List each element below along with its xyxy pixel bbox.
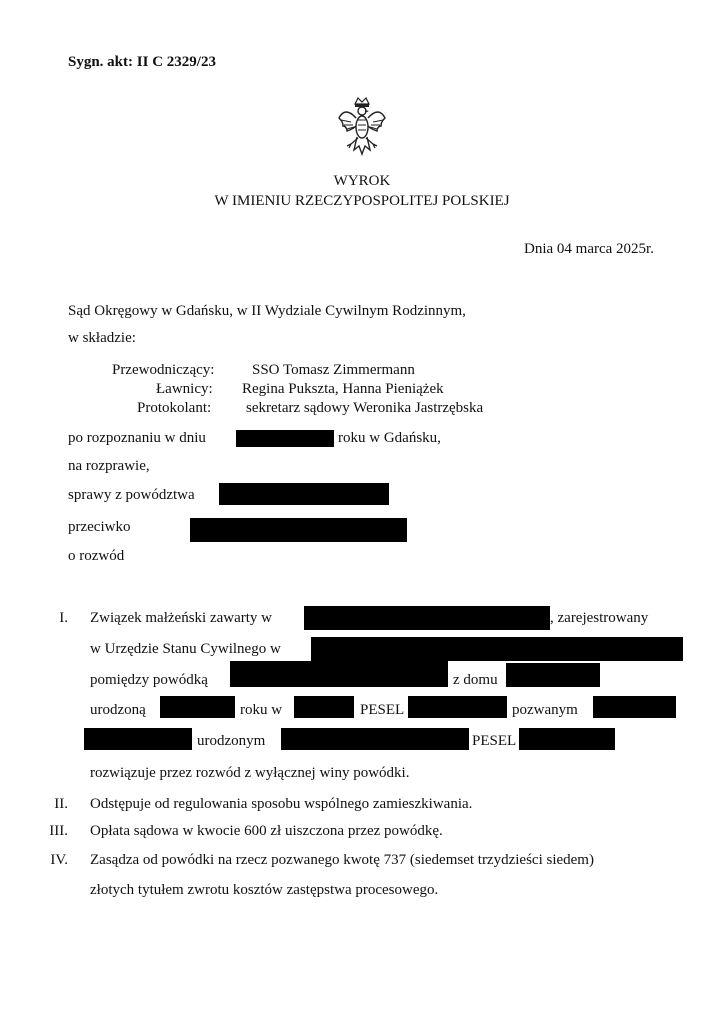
ruling-i-line4-b: roku w <box>240 702 283 718</box>
redacted-defendant-birth-details <box>281 728 469 750</box>
at-hearing-text: na rozprawie, <box>68 458 150 474</box>
judgment-date: Dnia 04 marca 2025r. <box>524 241 654 257</box>
case-number: Sygn. akt: II C 2329/23 <box>68 54 216 70</box>
ruling-i-line4-d: pozwanym <box>512 702 578 718</box>
ruling-ii-number: II. <box>54 796 68 812</box>
document-subtitle: W IMIENIU RZECZYPOSPOLITEJ POLSKIEJ <box>214 193 510 209</box>
ruling-i-line5-a: urodzonym <box>197 733 266 749</box>
court-name: Sąd Okręgowy w Gdańsku, w II Wydziale Cywilnym Rodzinnym, <box>68 303 466 319</box>
hearing-date-text: po rozpoznaniu w dniu <box>68 430 206 446</box>
lay-judges-label: Ławnicy: <box>156 381 213 397</box>
clerk-label: Protokolant: <box>137 400 212 416</box>
redacted-marriage-place <box>304 606 550 630</box>
ruling-iii-text: Opłata sądowa w kwocie 600 zł uiszczona przez powódkę. <box>90 823 443 839</box>
ruling-iii-number: III. <box>49 823 68 839</box>
ruling-i-line6: rozwiązuje przez rozwód z wyłącznej winy powódki. <box>90 765 410 781</box>
redacted-defendant <box>190 518 407 542</box>
redacted-hearing-date <box>236 430 334 447</box>
redacted-defendant-name-part1 <box>593 696 676 718</box>
ruling-ii-text: Odstępuje od regulowania sposobu wspólnego zamieszkiwania. <box>90 796 473 812</box>
panel-intro: w składzie: <box>68 330 136 346</box>
case-subject: o rozwód <box>68 548 125 564</box>
lay-judges-value: Regina Pukszta, Hanna Pieniążek <box>242 381 444 397</box>
redacted-plaintiff-pesel <box>408 696 507 718</box>
redacted-registry-office <box>311 637 683 661</box>
ruling-i-line4-c: PESEL <box>360 702 405 718</box>
document-title: WYROK <box>333 173 391 189</box>
ruling-i-line5-b: PESEL <box>472 733 517 749</box>
ruling-i-line2: w Urzędzie Stanu Cywilnego w <box>90 641 281 657</box>
ruling-i-line1-a: Związek małżeński zawarty w <box>90 610 272 626</box>
against-text: przeciwko <box>68 519 131 535</box>
redacted-plaintiff-birthplace <box>294 696 354 718</box>
ruling-i-line1-b: , zarejestrowany <box>550 610 649 626</box>
ruling-iv-line1: Zasądza od powódki na rzecz pozwanego kwotę 737 (siedemset trzydzieści siedem) <box>90 852 594 868</box>
presiding-judge-label: Przewodniczący: <box>112 362 215 378</box>
redacted-defendant-pesel <box>519 728 615 750</box>
redacted-plaintiff-birthdate <box>160 696 235 718</box>
polish-eagle-emblem-icon <box>337 96 387 162</box>
presiding-judge-value: SSO Tomasz Zimmermann <box>252 362 415 378</box>
clerk-value: sekretarz sądowy Weronika Jastrzębska <box>246 400 484 416</box>
redacted-plaintiff <box>219 483 389 505</box>
ruling-iv-line2: złotych tytułem zwrotu kosztów zastępstwa procesowego. <box>90 882 439 898</box>
ruling-i-line3-a: pomiędzy powódką <box>90 672 208 688</box>
ruling-iv-number: IV. <box>50 852 68 868</box>
redacted-defendant-name-part2 <box>84 728 192 750</box>
redacted-maiden-name <box>506 663 600 687</box>
redacted-plaintiff-name <box>230 661 448 687</box>
ruling-i-number: I. <box>59 610 68 626</box>
claim-of-text: sprawy z powództwa <box>68 487 195 503</box>
ruling-i-line3-b: z domu <box>453 672 498 688</box>
hearing-place-text: roku w Gdańsku, <box>338 430 441 446</box>
ruling-i-line4-a: urodzoną <box>90 702 146 718</box>
